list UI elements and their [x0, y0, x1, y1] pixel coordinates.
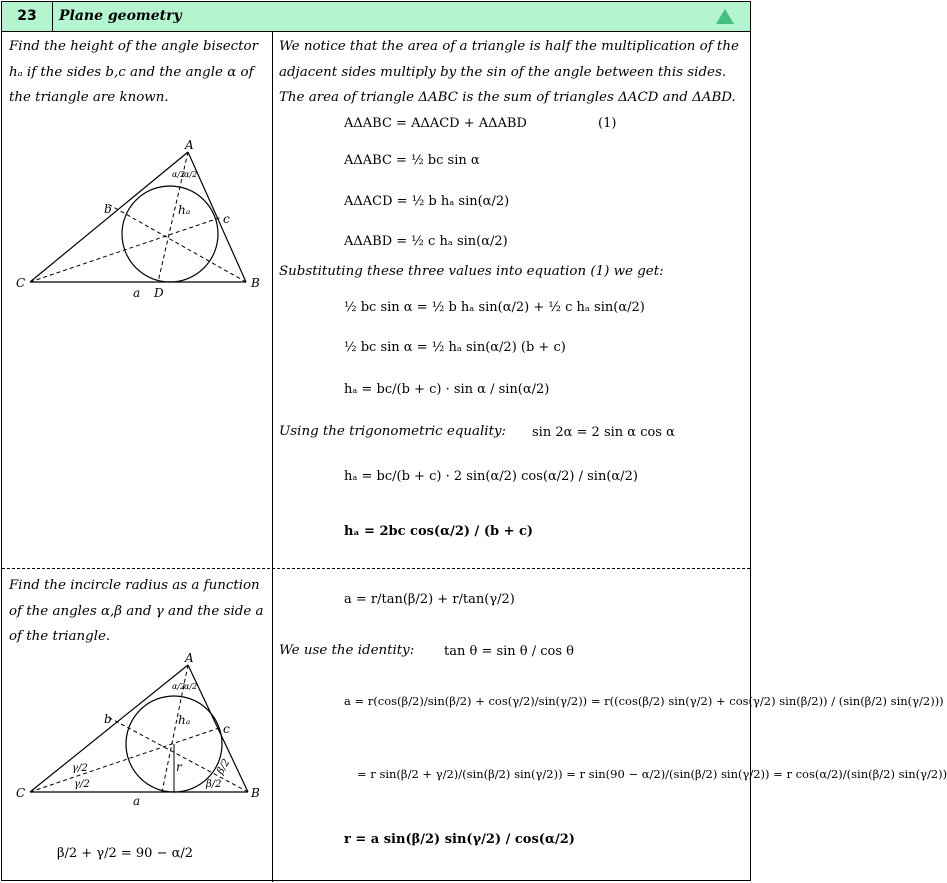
- problem1-question: Find the height of the angle bisector hₐ if the sides b,c and the angle α of the triangle are known.: [9, 39, 258, 105]
- vertex-C-label: C: [16, 276, 26, 290]
- vertex-A-label: A: [185, 138, 194, 152]
- side-c-label: c: [223, 212, 230, 226]
- p1-trig-text: Using the trigonometric equality:: [279, 424, 507, 439]
- half-gamma-lower-label: γ/2: [74, 779, 90, 790]
- p1-eq7: hₐ = bc/(b + c) · sin α / sin(α/2): [344, 382, 550, 397]
- vertex-B-label: B: [251, 276, 260, 290]
- p2-eq3: = r sin(β/2 + γ/2)/(sin(β/2) sin(γ/2)) = r sin(90 − α/2)/(sin(β/2) sin(γ/2)) = r cos(α/2)/(sin(β/2) sin(γ/2)): [357, 767, 947, 781]
- side-a-label: a: [133, 286, 141, 300]
- problem1-solution-intro: We notice that the area of a triangle is half the multiplication of the adjacent sides multiply by the sin of the angle between this sides. The area of triangle ΔABC is the sum of triangles ΔACD and ΔABD.: [279, 39, 739, 105]
- p1-eq3: AΔACD = ½ b hₐ sin(α/2): [344, 194, 510, 209]
- side-b-label: b: [104, 202, 112, 216]
- scroll-up-arrow-icon[interactable]: [715, 8, 735, 25]
- ha-label: hₐ: [178, 713, 191, 727]
- vertex-B-label: B: [251, 786, 260, 800]
- problem2-triangle-figure: [12, 647, 267, 817]
- side-a-label: a: [133, 794, 141, 808]
- p1-trig-identity: sin 2α = 2 sin α cos α: [532, 425, 675, 440]
- p1-eq1: AΔABC = AΔACD + AΔABD: [344, 116, 527, 131]
- p2-eq2: a = r(cos(β/2)/sin(β/2) + cos(γ/2)/sin(γ/2)) = r((cos(β/2) sin(γ/2) + cos(γ/2) sin(β/2)) / (sin(β/2) sin(γ/2))): [344, 694, 944, 708]
- half-alpha-left-label: α/2: [172, 682, 186, 691]
- worksheet: [1, 1, 947, 881]
- p1-eq2: AΔABC = ½ bc sin α: [344, 153, 480, 168]
- p1-eq6: ½ bc sin α = ½ hₐ sin(α/2) (b + c): [344, 340, 566, 355]
- header-bar: [2, 2, 750, 32]
- half-alpha-right-label: α/2: [184, 170, 198, 179]
- problem2-question: Find the incircle radius as a function of the angles α,β and γ and the side a of the triangle.: [9, 578, 264, 644]
- vertex-C-label: C: [16, 786, 26, 800]
- p2-eq1: a = r/tan(β/2) + r/tan(γ/2): [344, 592, 515, 607]
- p1-eq4: AΔABD = ½ c hₐ sin(α/2): [344, 234, 508, 249]
- p2-identity-text: We use the identity:: [279, 643, 415, 658]
- p2-angle-relation: β/2 + γ/2 = 90 − α/2: [57, 846, 194, 861]
- incircle: [122, 186, 218, 282]
- p2-identity: tan θ = sin θ / cos θ: [444, 644, 575, 659]
- bisector-from-C-line: [30, 217, 222, 282]
- p1-eq8: hₐ = bc/(b + c) · 2 sin(α/2) cos(α/2) / sin(α/2): [344, 469, 638, 484]
- column-divider: [272, 32, 273, 882]
- p1-eq5: ½ bc sin α = ½ b hₐ sin(α/2) + ½ c hₐ sin(α/2): [344, 300, 645, 315]
- half-gamma-upper-label: γ/2: [72, 763, 88, 774]
- p1-substitute-text: Substituting these three values into equation (1) we get:: [279, 264, 664, 279]
- side-b-label: b: [104, 712, 112, 726]
- point-D-label: D: [154, 286, 164, 300]
- p1-eq1-tag: (1): [598, 116, 617, 131]
- p2-result: r = a sin(β/2) sin(γ/2) / cos(α/2): [344, 832, 575, 847]
- half-alpha-left-label: α/2: [172, 170, 186, 179]
- p1-result: hₐ = 2bc cos(α/2) / (b + c): [344, 524, 534, 539]
- radius-r-label: r: [176, 760, 182, 774]
- half-alpha-right-label: α/2: [184, 682, 198, 691]
- half-beta-upper-label: β/2: [215, 757, 233, 777]
- section-title: Plane geometry: [59, 8, 182, 24]
- half-beta-lower-label: β/2: [206, 779, 222, 790]
- vertex-A-label: A: [185, 651, 194, 665]
- side-c-label: c: [223, 722, 230, 736]
- problem1-triangle-figure: [12, 137, 267, 302]
- problem-number: 23: [2, 2, 53, 31]
- ha-label: hₐ: [178, 203, 191, 217]
- row-divider: [2, 568, 750, 569]
